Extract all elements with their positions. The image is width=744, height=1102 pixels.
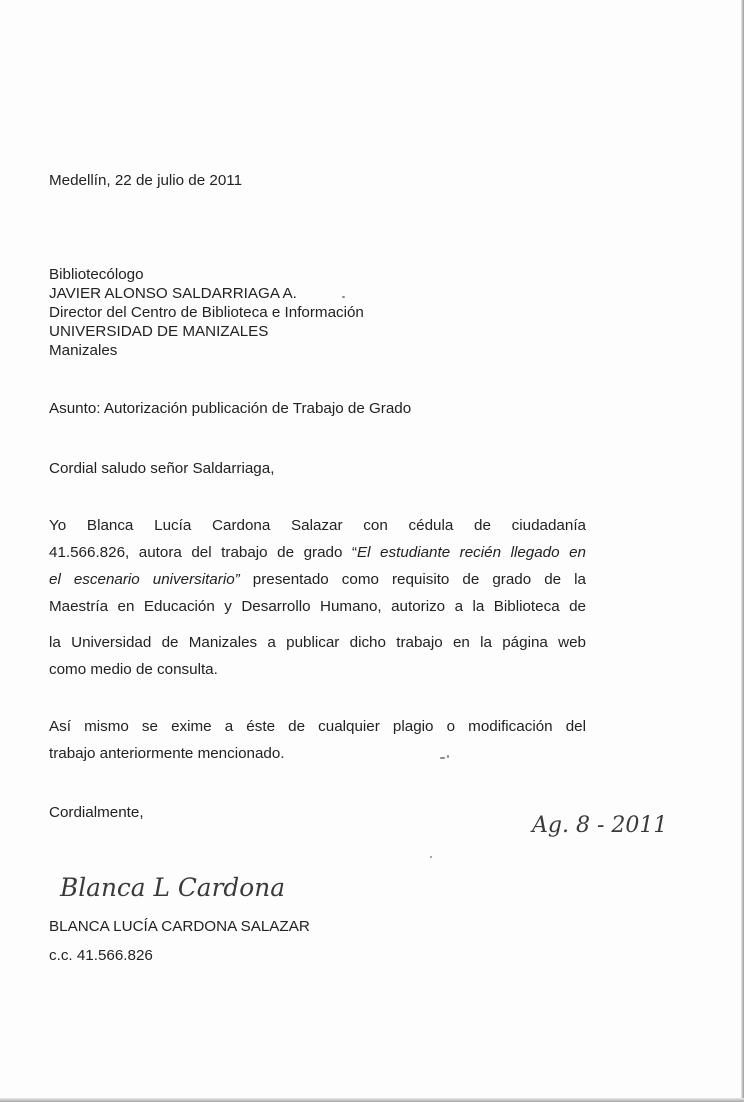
handwritten-date bbox=[530, 806, 675, 842]
scan-speck bbox=[342, 296, 345, 298]
signature-text: Blanca L Cardona bbox=[59, 873, 286, 902]
recipient-city: Manizales bbox=[49, 342, 118, 359]
signer-id: c.c. 41.566.826 bbox=[49, 947, 153, 964]
thesis-title-part-1: El estudiante recién llegado en bbox=[357, 544, 586, 561]
subject-line: Asunto: Autorización publicación de Trabajo de Grado bbox=[49, 400, 412, 417]
signature bbox=[58, 866, 293, 908]
body-p1-line-3-b: presentado como requisito de grado de la bbox=[239, 571, 586, 588]
body-p1-line-6: como medio de consulta. bbox=[49, 661, 218, 678]
scan-speck bbox=[447, 755, 449, 758]
body-p2-line-2: trabajo anteriormente mencionado. bbox=[49, 745, 285, 762]
body-p1-line-2 bbox=[49, 544, 586, 562]
scan-speck bbox=[430, 856, 432, 858]
date-line: Medellín, 22 de julio de 2011 bbox=[49, 172, 243, 189]
recipient-name: JAVIER ALONSO SALDARRIAGA A. bbox=[49, 285, 297, 302]
body-p1-line-4: Maestría en Educación y Desarrollo Humano, autorizo a la Biblioteca de bbox=[49, 598, 586, 615]
recipient-title: Bibliotecólogo bbox=[49, 266, 144, 283]
body-p1-line-3 bbox=[49, 571, 586, 589]
thesis-title-part-2: el escenario universitario” bbox=[49, 571, 240, 588]
handwritten-date-text: Ag. 8 - 2011 bbox=[532, 813, 668, 838]
signer-name: BLANCA LUCÍA CARDONA SALAZAR bbox=[49, 918, 310, 935]
body-p1-line-1: Yo Blanca Lucía Cardona Salazar con cédula de ciudadanía bbox=[49, 517, 586, 534]
closing: Cordialmente, bbox=[49, 804, 144, 821]
body-p2-line-1: Así mismo se exime a éste de cualquier plagio o modificación del bbox=[49, 718, 586, 735]
scan-edge-bottom bbox=[0, 1098, 744, 1102]
greeting: Cordial saludo señor Saldarriaga, bbox=[49, 460, 275, 477]
recipient-institution: UNIVERSIDAD DE MANIZALES bbox=[49, 323, 269, 340]
scan-speck bbox=[440, 757, 445, 759]
recipient-position: Director del Centro de Biblioteca e Información bbox=[49, 304, 364, 321]
body-p1-line-2-a: 41.566.826, autora del trabajo de grado “ bbox=[49, 544, 358, 561]
body-p1-line-5: la Universidad de Manizales a publicar dicho trabajo en la página web bbox=[49, 634, 586, 651]
